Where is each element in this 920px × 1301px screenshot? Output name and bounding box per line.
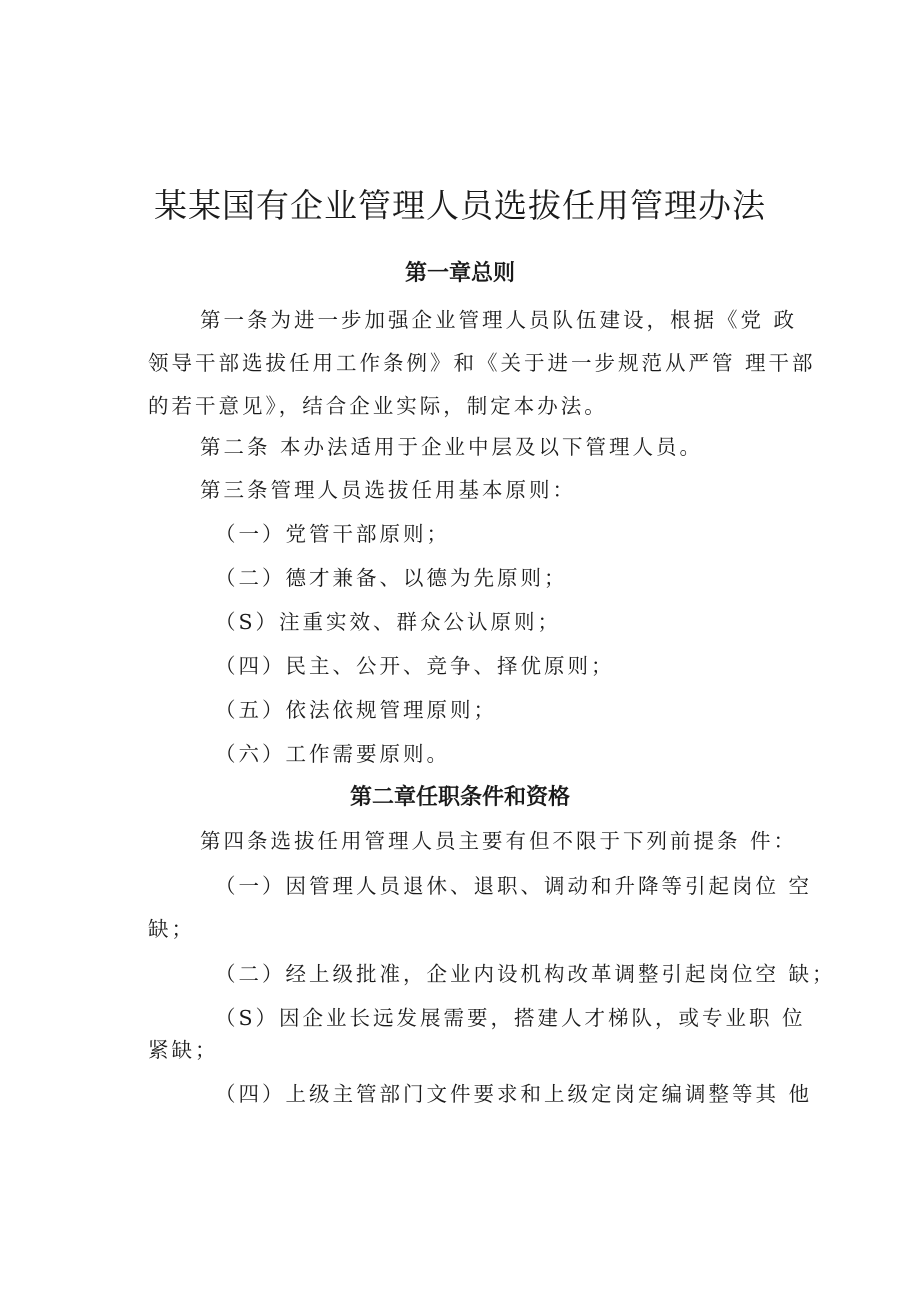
principle-item: （四）民主、公开、竞争、择优原则； — [215, 654, 615, 678]
article-3: 第三条管理人员选拔任用基本原则： — [200, 478, 576, 502]
condition-item-3-line-2: 紧缺； — [148, 1038, 219, 1062]
condition-item-3-line-1: （S）因企业长远发展需要，搭建人才梯队，或专业职 位 — [215, 1006, 806, 1030]
article-2: 第二条 本办法适用于企业中层及以下管理人员。 — [200, 435, 704, 459]
article-1-line-2: 领导干部选拔任用工作条例》和《关于进一步规范从严管 理干部 — [148, 351, 816, 375]
chapter-2-heading: 第二章任职条件和资格 — [349, 785, 570, 810]
article-1-line-3: 的若干意见》，结合企业实际，制定本办法。 — [148, 394, 608, 418]
principle-item: （S）注重实效、群众公认原则； — [215, 610, 562, 634]
document-title: 某某国有企业管理人员选拔任用管理办法 — [154, 186, 766, 226]
condition-item-2: （二）经上级批准，企业内设机构改革调整引起岗位空 缺； — [215, 962, 836, 986]
principle-item: （二）德才兼备、以德为先原则； — [215, 566, 568, 590]
principle-item: （一）党管干部原则； — [215, 522, 450, 546]
principle-item: （五）依法依规管理原则； — [215, 698, 497, 722]
condition-item-1-line-1: （一）因管理人员退休、退职、调动和升降等引起岗位 空 — [215, 874, 813, 898]
chapter-1-heading: 第一章总则 — [404, 261, 515, 286]
article-4: 第四条选拔任用管理人员主要有但不限于下列前提条 件： — [200, 829, 798, 853]
condition-item-4-line-1: （四）上级主管部门文件要求和上级定岗定编调整等其 他 — [215, 1082, 813, 1106]
article-1-line-1: 第一条为进一步加强企业管理人员队伍建设，根据《党 政 — [200, 308, 798, 332]
condition-item-1-line-2: 缺； — [148, 917, 195, 941]
principle-item: （六）工作需要原则。 — [215, 742, 450, 766]
